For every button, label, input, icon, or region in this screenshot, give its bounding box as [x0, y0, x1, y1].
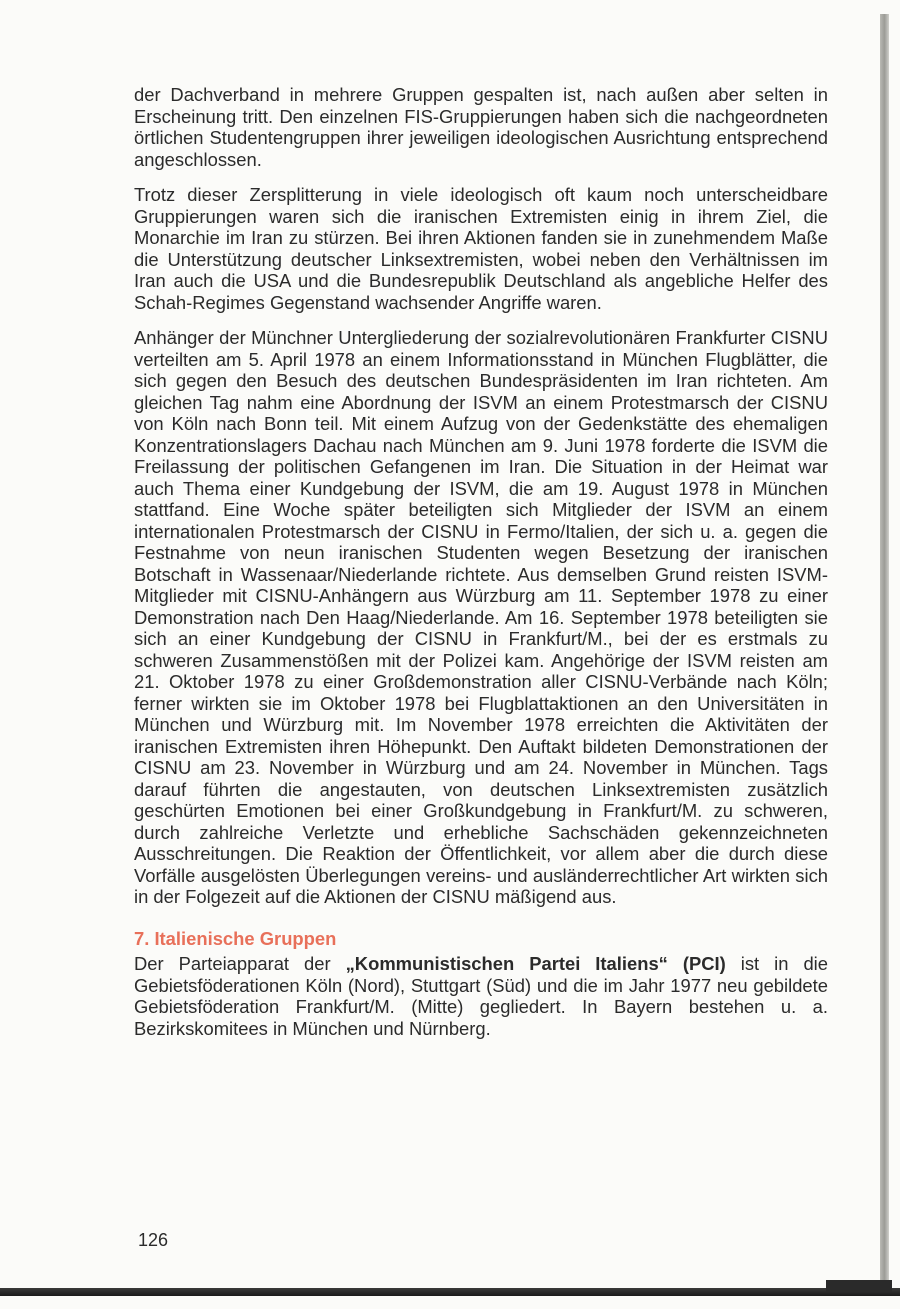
paragraph-2: Trotz dieser Zersplitterung in viele ideologisch oft kaum noch unterscheidbare Gruppierungen waren sich die iranischen Extremisten einig in ihrem Ziel, die Monarchie im Iran zu stürzen. Bei ihren Aktionen fanden sie in zunehmendem Maße die Unterstützung deutscher Linksextremisten, wobei neben den Verhältnissen im Iran auch die USA und die Bundesrepublik Deutschland als angebliche Helfer des Schah-Regimes Gegenstand wachsender Angriffe waren.	[134, 184, 828, 313]
paragraph-1: der Dachverband in mehrere Gruppen gespalten ist, nach außen aber selten in Erscheinung tritt. Den einzelnen FIS-Gruppierungen haben sich die nachgeordneten örtlichen Studentengruppen ihrer jeweiligen ideologischen Ausrichtung entsprechend angeschlossen.	[134, 84, 828, 170]
binding-edge	[880, 14, 889, 1284]
paragraph-3: Anhänger der Münchner Untergliederung der sozialrevolutionären Frankfurter CISNU verteilten am 5. April 1978 an einem Informationsstand in München Flugblätter, die sich gegen den Besuch des deutschen Bundespräsidenten im Iran richteten. Am gleichen Tag nahm eine Abordnung der ISVM an einem Protestmarsch der CISNU von Köln nach Bonn teil. Mit einem Aufzug von der Gedenkstätte des ehemaligen Konzentrationslagers Dachau nach München am 9. Juni 1978 forderte die ISVM die Freilassung der politischen Gefangenen im Iran. Die Situation in der Heimat war auch Thema einer Kundgebung der ISVM, die am 19. August 1978 in München stattfand. Eine Woche später beteiligten sich Mitglieder der ISVM an einem internationalen Protestmarsch der CISNU in Fermo/Italien, der sich u. a. gegen die Festnahme von neun iranischen Studenten wegen Besetzung der iranischen Botschaft in Wassenaar/Niederlande richtete. Aus demselben Grund reisten ISVM-Mitglieder mit CISNU-Anhängern aus Würzburg am 11. September 1978 zu einer Demonstration nach Den Haag/Niederlande. Am 16. September 1978 beteiligten sie sich an einer Kundgebung der CISNU in Frankfurt/M., bei der es erstmals zu schweren Zusammenstößen mit der Polizei kam. Angehörige der ISVM reisten am 21. Oktober 1978 zu einer Großdemonstration aller CISNU-Verbände nach Köln; ferner wirkten sie im Oktober 1978 bei Flugblattaktionen an den Universitäten in München und Würzburg mit. Im November 1978 erreichten die Aktivitäten der iranischen Extremisten ihren Höhepunkt. Den Auftakt bildeten Demonstrationen der CISNU am 23. November in Würzburg und am 24. November in München. Tags darauf führten die angestauten, von deutschen Linksextremisten zusätzlich geschürten Emotionen bei einer Großkundgebung in Frankfurt/M. zu schweren, durch zahlreiche Verletzte und erhebliche Sachschäden gekennzeichneten Ausschreitungen. Die Reaktion der Öffentlichkeit, vor allem aber die durch diese Vorfälle ausgelösten Überlegungen vereins- und ausländerrechtlicher Art wirkten sich in der Folgezeit auf die Aktionen der CISNU mäßigend aus.	[134, 327, 828, 907]
section-intro-text: Der Parteiapparat der	[134, 953, 346, 974]
page-number: 126	[138, 1230, 169, 1250]
bottom-scan-edge	[0, 1288, 900, 1296]
section-rest-text: ist in die Gebietsföderationen Köln (Nord), Stuttgart (Süd) und die im Jahr 1977 neu gebildete Gebietsföderation Frankfurt/M. (Mitte) gegliedert. In Bayern bestehen u. a. Bezirkskomitees in München und Nürnberg.	[134, 953, 828, 1039]
section-paragraph	[134, 953, 828, 1039]
party-name: „Kommunistischen Partei Italiens“ (PCI)	[345, 953, 726, 974]
section-heading: 7. Italienische Gruppen	[134, 927, 337, 949]
body-text	[134, 84, 828, 1039]
corner-scan-mark	[826, 1280, 892, 1292]
